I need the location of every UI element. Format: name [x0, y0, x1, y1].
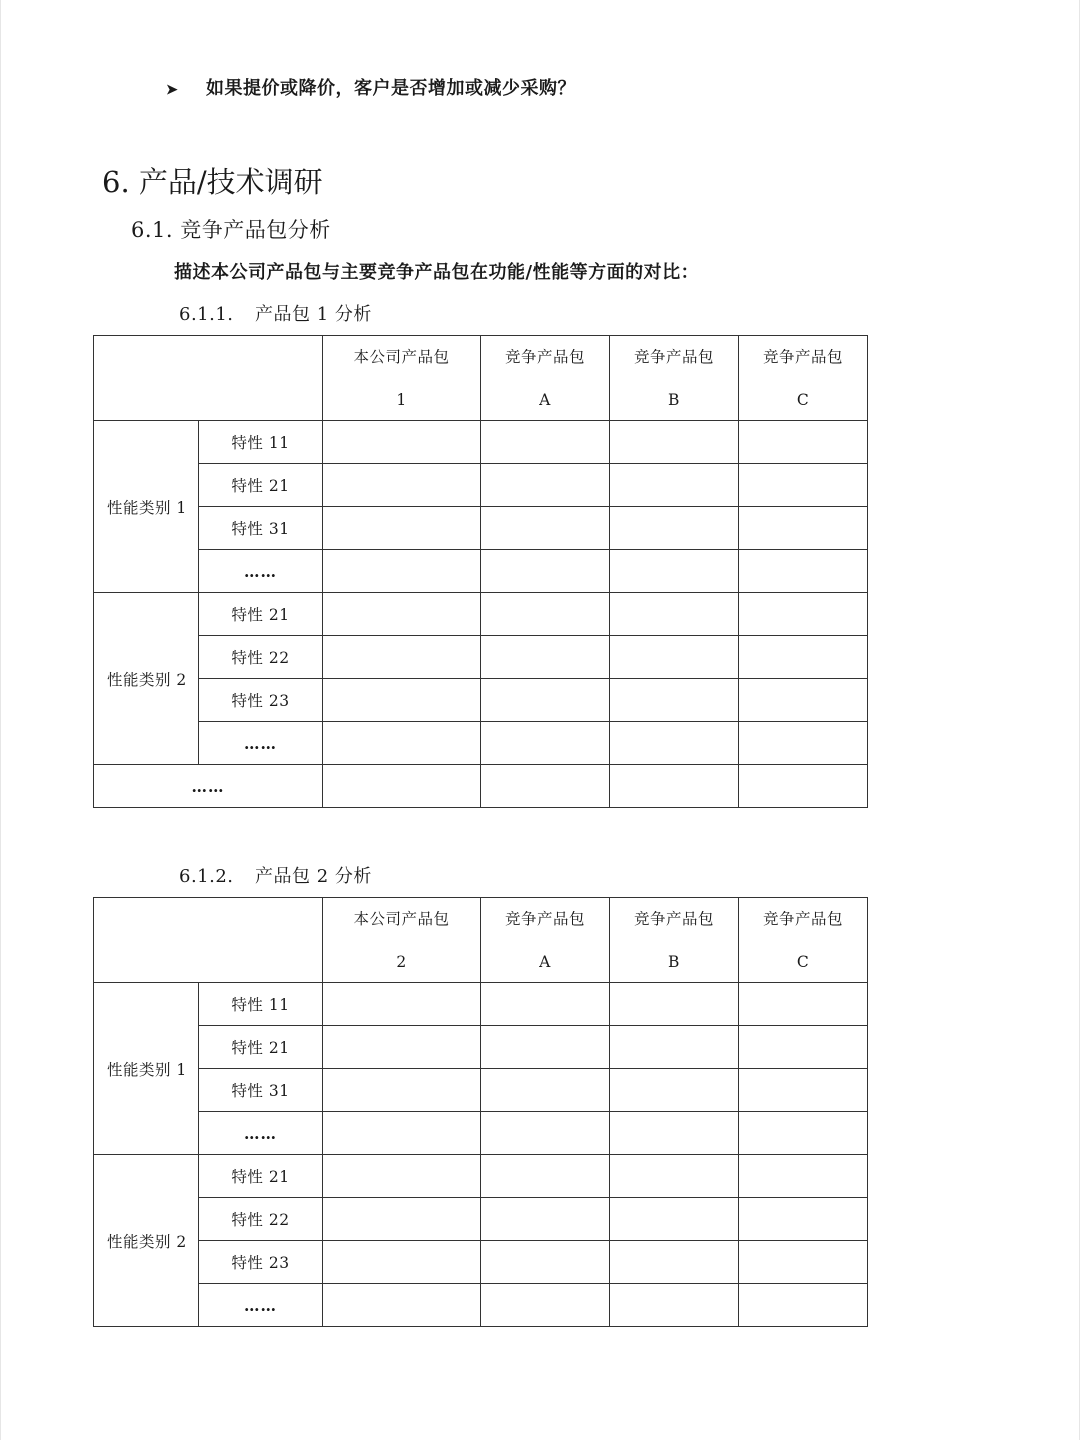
table-row: [94, 1112, 868, 1155]
feature-label: 特性 22: [199, 1198, 323, 1241]
table-row: [94, 1155, 868, 1198]
data-cell[interactable]: [481, 507, 610, 550]
data-cell[interactable]: [323, 464, 481, 507]
table-row: [94, 421, 868, 464]
data-cell[interactable]: [610, 636, 739, 679]
description-text: 描述本公司产品包与主要竞争产品包在功能/性能等方面的对比：: [174, 262, 700, 283]
data-cell[interactable]: [323, 593, 481, 636]
data-cell[interactable]: [481, 679, 610, 722]
data-cell[interactable]: [481, 983, 610, 1026]
data-cell[interactable]: [739, 421, 868, 464]
data-cell[interactable]: [739, 1069, 868, 1112]
table-row: [94, 550, 868, 593]
feature-label: 特性 22: [199, 636, 323, 679]
feature-label: 特性 23: [199, 1241, 323, 1284]
feature-label: 特性 11: [199, 983, 323, 1026]
table-header-row: [94, 336, 868, 421]
feature-label: 特性 23: [199, 679, 323, 722]
data-cell[interactable]: [323, 1026, 481, 1069]
data-cell[interactable]: [481, 1069, 610, 1112]
data-cell[interactable]: [481, 1198, 610, 1241]
feature-label: ……: [199, 1284, 323, 1327]
subsubsection-heading-1: [179, 300, 372, 326]
data-cell[interactable]: [610, 765, 739, 808]
table-row: [94, 983, 868, 1026]
feature-label: 特性 31: [199, 507, 323, 550]
data-cell[interactable]: [610, 1112, 739, 1155]
data-cell[interactable]: [481, 722, 610, 765]
data-cell[interactable]: [323, 1155, 481, 1198]
data-cell[interactable]: [323, 1069, 481, 1112]
feature-label: ……: [199, 1112, 323, 1155]
data-cell[interactable]: [481, 1241, 610, 1284]
data-cell[interactable]: [739, 765, 868, 808]
bullet-text: 如果提价或降价，客户是否增加或减少采购？: [206, 78, 576, 99]
data-cell[interactable]: [739, 507, 868, 550]
data-cell[interactable]: [610, 1241, 739, 1284]
subsubsection-heading-2: [179, 862, 372, 888]
data-cell[interactable]: [739, 983, 868, 1026]
data-cell[interactable]: [481, 550, 610, 593]
data-cell[interactable]: [610, 550, 739, 593]
data-cell[interactable]: [739, 679, 868, 722]
table-row: [94, 1069, 868, 1112]
data-cell[interactable]: [323, 983, 481, 1026]
data-cell[interactable]: [610, 1198, 739, 1241]
data-cell[interactable]: [323, 1112, 481, 1155]
data-cell[interactable]: [323, 507, 481, 550]
data-cell[interactable]: [739, 636, 868, 679]
table-header-row: [94, 898, 868, 983]
data-cell[interactable]: [739, 1026, 868, 1069]
corner-cell: [94, 898, 323, 983]
data-cell[interactable]: [481, 464, 610, 507]
data-cell[interactable]: [739, 464, 868, 507]
column-header: 竞争产品包 A: [481, 898, 610, 983]
column-header: 竞争产品包 A: [481, 336, 610, 421]
data-cell[interactable]: [323, 421, 481, 464]
data-cell[interactable]: [481, 765, 610, 808]
subsubsection-title: 产品包 1 分析: [255, 304, 372, 325]
table-row: [94, 722, 868, 765]
feature-label: 特性 21: [199, 464, 323, 507]
data-cell[interactable]: [739, 1241, 868, 1284]
data-cell[interactable]: [739, 1155, 868, 1198]
data-cell[interactable]: [610, 507, 739, 550]
data-cell[interactable]: [739, 593, 868, 636]
data-cell[interactable]: [481, 636, 610, 679]
table-row: [94, 636, 868, 679]
feature-label: ……: [199, 722, 323, 765]
section-heading: 6. 产品/技术调研: [102, 165, 323, 199]
data-cell[interactable]: [481, 421, 610, 464]
data-cell[interactable]: [323, 1284, 481, 1327]
category-label: 性能类别 1: [94, 983, 199, 1155]
data-cell[interactable]: [323, 679, 481, 722]
subsection-heading: 6.1. 竞争产品包分析: [131, 218, 331, 242]
feature-label: 特性 21: [199, 1026, 323, 1069]
corner-cell: [94, 336, 323, 421]
data-cell[interactable]: [323, 1198, 481, 1241]
data-cell[interactable]: [481, 1026, 610, 1069]
data-cell[interactable]: [610, 1026, 739, 1069]
category-label: 性能类别 1: [94, 421, 199, 593]
subsubsection-number: 6.1.1.: [179, 304, 234, 325]
category-label: 性能类别 2: [94, 1155, 199, 1327]
column-header: 竞争产品包 B: [610, 898, 739, 983]
data-cell[interactable]: [739, 1112, 868, 1155]
subsubsection-title: 产品包 2 分析: [255, 866, 372, 887]
more-rows-label: ……: [94, 765, 323, 808]
data-cell[interactable]: [610, 983, 739, 1026]
data-cell[interactable]: [610, 593, 739, 636]
table-row: [94, 1241, 868, 1284]
table-row: [94, 679, 868, 722]
data-cell[interactable]: [610, 421, 739, 464]
column-header: 本公司产品包 2: [323, 898, 481, 983]
data-cell[interactable]: [323, 765, 481, 808]
column-header: 本公司产品包 1: [323, 336, 481, 421]
subsubsection-number: 6.1.2.: [179, 866, 234, 887]
data-cell[interactable]: [323, 636, 481, 679]
table-row: [94, 1284, 868, 1327]
data-cell[interactable]: [739, 722, 868, 765]
data-cell[interactable]: [610, 464, 739, 507]
comparison-table-2: [93, 897, 868, 1327]
feature-label: 特性 21: [199, 593, 323, 636]
data-cell[interactable]: [481, 1284, 610, 1327]
feature-label: ……: [199, 550, 323, 593]
arrow-bullet-icon: ➤: [166, 82, 179, 98]
table-row: [94, 464, 868, 507]
data-cell[interactable]: [610, 679, 739, 722]
comparison-table-1: [93, 335, 868, 808]
category-label: 性能类别 2: [94, 593, 199, 765]
data-cell[interactable]: [323, 722, 481, 765]
data-cell[interactable]: [481, 1155, 610, 1198]
data-cell[interactable]: [610, 1155, 739, 1198]
data-cell[interactable]: [610, 722, 739, 765]
data-cell[interactable]: [323, 550, 481, 593]
data-cell[interactable]: [610, 1069, 739, 1112]
data-cell[interactable]: [323, 1241, 481, 1284]
feature-label: 特性 21: [199, 1155, 323, 1198]
table-row: [94, 1198, 868, 1241]
table-row: [94, 765, 868, 808]
data-cell[interactable]: [481, 1112, 610, 1155]
data-cell[interactable]: [610, 1284, 739, 1327]
table-row: [94, 1026, 868, 1069]
feature-label: 特性 31: [199, 1069, 323, 1112]
column-header: 竞争产品包 C: [739, 898, 868, 983]
feature-label: 特性 11: [199, 421, 323, 464]
table-row: [94, 507, 868, 550]
data-cell[interactable]: [739, 1198, 868, 1241]
data-cell[interactable]: [739, 1284, 868, 1327]
column-header: 竞争产品包 B: [610, 336, 739, 421]
bullet-question: [166, 74, 576, 100]
column-header: 竞争产品包 C: [739, 336, 868, 421]
table-row: [94, 593, 868, 636]
data-cell[interactable]: [739, 550, 868, 593]
data-cell[interactable]: [481, 593, 610, 636]
